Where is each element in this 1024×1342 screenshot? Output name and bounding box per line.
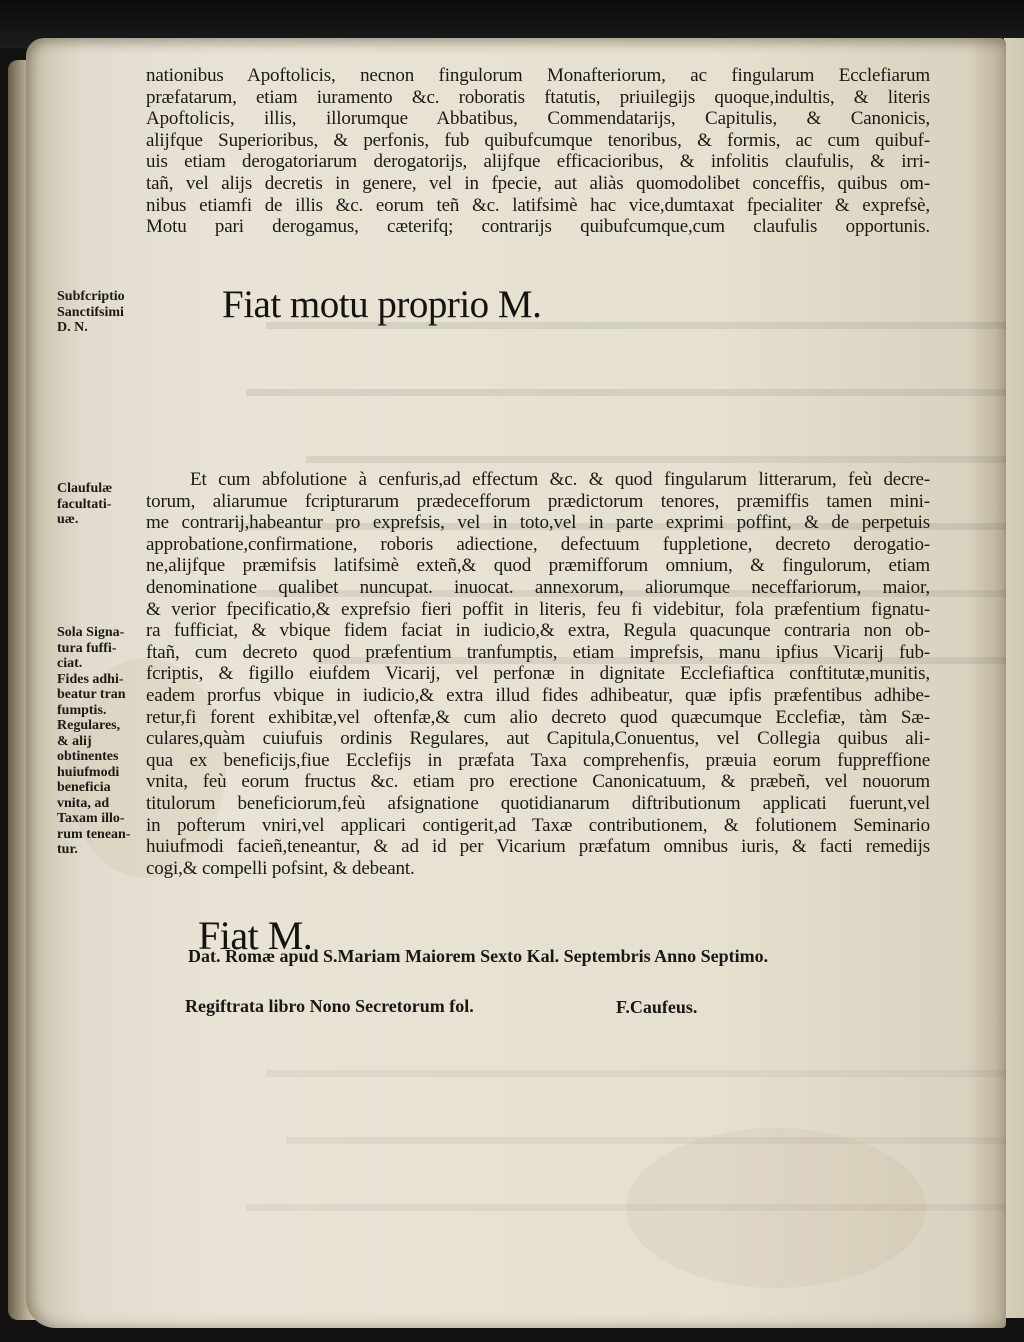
margin-note-line: Subfcriptio (57, 289, 125, 304)
margin-note-clausulae (57, 481, 145, 528)
margin-note-line: Claufulæ (57, 481, 113, 496)
text-line: alijfque Superioribus, & perfonis, fub quibufcumque tenoribus, & formis, ac cum quibuf- (146, 129, 930, 151)
margin-note-line: rum tenean- (57, 826, 131, 842)
margin-note-sola-signatura (57, 625, 145, 858)
text-line: fcriptis, & figillo eiufdem Vicarij, vel perfonæ in dignitate Ecclefiaftica conftitutæ,munitis, (146, 663, 930, 685)
paragraph-1 (146, 65, 930, 238)
text-line: Et cum abfolutione à cenfuris,ad effectum &c. & quod fingularum litterarum, feù decre- (190, 469, 930, 490)
margin-note-subscriptio (57, 289, 145, 336)
text-line: approbatione,confirmatione, roboris adiectione, defectuum fuppletione, decreto derogatio- (146, 533, 930, 555)
facing-page-edge (1004, 38, 1024, 1318)
text-line: nibus etiamfi de illis &c. eorum teñ &c. latifsimè hac vice,dumtaxat fpecialiter & exprefsè, (146, 194, 930, 216)
margin-note-line: facultati- (57, 496, 112, 512)
text-line: huiufmodi facieñ,teneantur, & ad id per Vicarium præfatum omnibus iuris, & facti remedijs (146, 836, 930, 858)
date-line: Dat. Romæ apud S.Mariam Maiorem Sexto Kal. Septembris Anno Septimo. (188, 946, 769, 966)
text-line: eadem prorfus vbique in iudicio,& extra illud fides adhibeatur, quæ ipfis præfentibus adhibe- (146, 684, 930, 706)
text-line: ra fufficiat, & vbique fidem faciat in iudicio,& extra, Regula quacunque contraria non ob- (146, 620, 930, 642)
text-line: vnita, feù eorum fructus &c. etiam pro erectione Canonicatuum, & præbeñ, vel nouorum (146, 771, 930, 793)
margin-note-line: uæ. (57, 512, 79, 527)
text-line: me contrarij,habeantur pro exprefsis, vel in toto,vel in parte exprimi poffint, & de perpetuis (146, 512, 930, 534)
margin-note-line: vnita, ad (57, 795, 110, 811)
registration-line: Regiftrata libro Nono Secretorum fol. (185, 996, 474, 1016)
text-line: præfatarum, etiam iuramento &c. roboratis ftatutis, priuilegijs quoque,indultis, & literis (146, 86, 930, 108)
margin-note-line: beatur tran (57, 687, 126, 702)
text-line: in pofterum vniri,vel applicari contigerit,ad Taxæ contributionem, & folutionem Seminario (146, 814, 930, 836)
margin-note-line: fumptis. (57, 702, 107, 718)
text-line: cogi,& compelli pofsint, & debeant. (146, 857, 415, 879)
text-line: ftañ, cum decreto quod præfentium tranfumptis, etiam imprefsis, manu ipfius Vicarij fub- (146, 641, 930, 663)
margin-note-line: & alij (57, 733, 92, 749)
text-line: uis etiam derogatoriarum derogatorijs, alijfque efficacioribus, & infolitis claufulis, & irri- (146, 151, 930, 173)
margin-note-line: huiufmodi (57, 764, 120, 780)
margin-note-line: ciat. (57, 656, 83, 671)
margin-note-line: D. N. (57, 320, 88, 335)
text-line: Apoftolicis, illis, illorumque Abbatibus, Commendatarijs, Capitulis, & Canonicis, (146, 108, 930, 130)
text-line: tañ, vel alijs decretis in genere, vel in fpecie, aut aliàs quomodolibet conceffis, quibus om- (146, 172, 930, 194)
text-line: & verior fpecificatio,& exprefsio fieri poffit in literis, feu fi videbitur, fola præfentium fignatu- (146, 598, 930, 620)
margin-note-line: tura fuffi- (57, 640, 117, 656)
margin-note-line: Sola Signa- (57, 625, 125, 640)
text-line: titulorum beneficiorum,feù afsignatione quotidianarum diftributionum applicati fuerunt,vel (146, 792, 930, 814)
margin-note-line: Taxam illo- (57, 811, 125, 826)
text-line: nationibus Apoftolicis, necnon fingulorum Monafteriorum, ac fingularum Ecclefiarum (146, 65, 930, 86)
heading-fiat-motu-proprio: Fiat motu proprio M. (222, 283, 542, 326)
text-line: Motu pari derogamus, cæterifq; contrarijs quibufcumque,cum claufulis opportunis. (146, 216, 930, 238)
margin-note-line: Sanctifsimi (57, 304, 124, 320)
margin-note-line: obtinentes (57, 749, 119, 764)
text-line: denominatione qualibet nuncupat. inuocat. annexorum, aliorumque neceffariorum, maior, (146, 576, 930, 598)
margin-note-line: beneficia (57, 780, 111, 795)
signature: F.Caufeus. (616, 997, 698, 1017)
margin-note-line: Fides adhi- (57, 671, 124, 687)
margin-note-line: tur. (57, 842, 78, 857)
text-line: qua ex beneficijs,fiue Ecclefijs in præfata Taxa comprehenfis, præuia eorum fuppreffione (146, 749, 930, 771)
heading-fiat-m: Fiat M. (198, 913, 313, 958)
text-line: culares,quàm cuiufuis ordinis Regulares, aut Capitula,Conuentus, vel Collegia quibus ali- (146, 728, 930, 750)
margin-note-line: Regulares, (57, 718, 121, 733)
paragraph-2 (146, 469, 930, 879)
text-line: ne,alijfque præmifsis latifsimè exteñ,& quod præmifforum omnium, & fingulorum, etiam (146, 555, 930, 577)
text-line: retur,fi forent exhibitæ,vel oftenfæ,& cum alio decreto quod quæcumque Ecclefiæ, tàm Sæ- (146, 706, 930, 728)
text-line: torum, aliarumue fcripturarum prædecefforum prædictorum tenores, præmiffis tamen mini- (146, 490, 930, 512)
